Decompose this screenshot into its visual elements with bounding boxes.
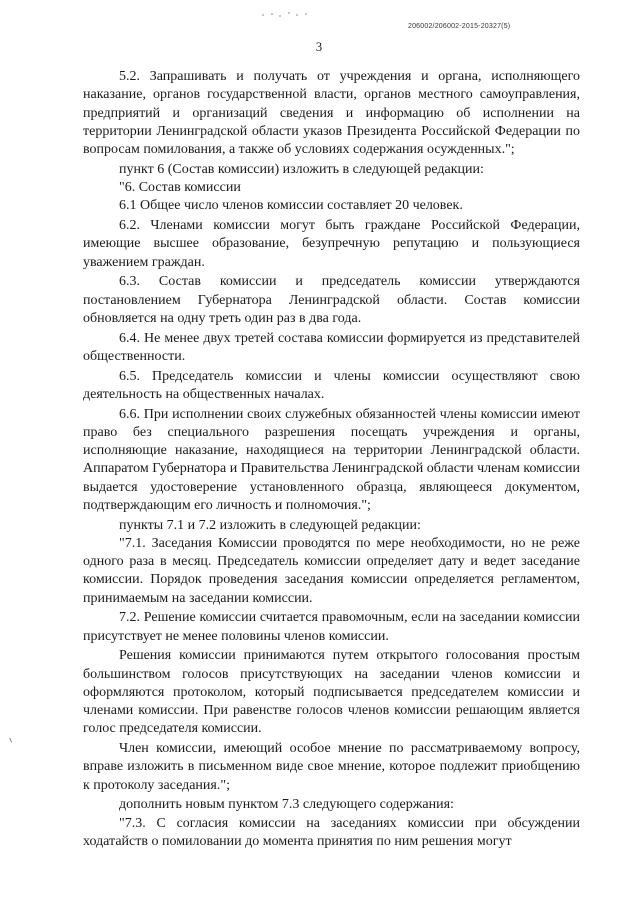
scan-margin-mark bbox=[9, 736, 15, 742]
paragraph-7-1: "7.1. Заседания Комиссии проводятся по мере необходимости, но не реже одного раза в месяц. Председатель комиссии определяет дату и ведет заседание комиссии. Порядок проведения заседания комиссии определяется регламентом, принимаемым на заседании комиссии. bbox=[83, 535, 580, 606]
paragraph-amend-point-6: пункт 6 (Состав комиссии) изложить в следующей редакции: bbox=[119, 161, 484, 177]
paragraph-dissent: Член комиссии, имеющий особое мнение по рассматриваемому вопросу, вправе изложить в письменном виде свое мнение, которое подлежит приобщению к протоколу заседания."; bbox=[83, 741, 580, 793]
scan-artifact bbox=[262, 12, 310, 18]
document-registration-code: 206002/206002-2015-20327(5) bbox=[408, 23, 511, 30]
paragraph-6-4: 6.4. Не менее двух третей состава комиссии формируется из представителей общественности. bbox=[83, 330, 580, 364]
paragraph-7-3: "7.3. С согласия комиссии на заседаниях комиссии при обсуждении ходатайств о помиловании до момента принятия по ним решения могут bbox=[83, 815, 580, 849]
paragraph-6-6: 6.6. При исполнении своих служебных обязанностей члены комиссии имеют право без специального разрешения посещать учреждения и органы, исполняющие наказание, находящиеся на территории Ленинградской области. Аппаратом Губернатора и Правительства Ленинградской области членам комиссии выдается удостоверение установленного образца, являющееся документом, подтверждающим его личность и полномочия."; bbox=[83, 406, 580, 513]
paragraph-amend-points-7-1-7-2: пункты 7.1 и 7.2 изложить в следующей редакции: bbox=[119, 517, 421, 533]
paragraph-add-point-7-3: дополнить новым пунктом 7.3 следующего содержания: bbox=[119, 797, 454, 813]
paragraph-6-2: 6.2. Членами комиссии могут быть граждане Российской Федерации, имеющие высшее образование, безупречную репутацию и пользующиеся уважением граждан. bbox=[83, 218, 580, 270]
paragraph-6-1: 6.1 Общее число членов комиссии составляет 20 человек. bbox=[119, 198, 463, 214]
paragraph-voting: Решения комиссии принимаются путем открытого голосования простым большинством голосов присутствующих на заседании членов комиссии и оформляются протоколом, который подписывается председателем комиссии и членами комиссии. При равенстве голосов членов комиссии решающим является голос председателя комиссии. bbox=[83, 648, 580, 737]
paragraph-6-5: 6.5. Председатель комиссии и члены комиссии осуществляют свою деятельность на общественных началах. bbox=[83, 368, 580, 402]
paragraph-7-2: 7.2. Решение комиссии считается правомочным, если на заседании комиссии присутствует не менее половины членов комиссии. bbox=[83, 610, 580, 644]
section-heading-6: "6. Состав комиссии bbox=[119, 180, 241, 195]
page-number: 3 bbox=[315, 40, 323, 54]
paragraph-6-3: 6.3. Состав комиссии и председатель комиссии утверждаются постановлением Губернатора Ленинградской области. Состав комиссии обновляется на одну треть один раз в два года. bbox=[83, 274, 580, 326]
document-body bbox=[83, 68, 580, 853]
paragraph-5-2: 5.2. Запрашивать и получать от учреждения и органа, исполняющего наказание, органов государственной власти, органов местного самоуправления, предприятий и организаций сведения и информацию об исполнении на территории Ленинградской области указов Президента Российской Федерации по вопросам помилования, а также об условиях содержания осужденных."; bbox=[83, 69, 580, 157]
